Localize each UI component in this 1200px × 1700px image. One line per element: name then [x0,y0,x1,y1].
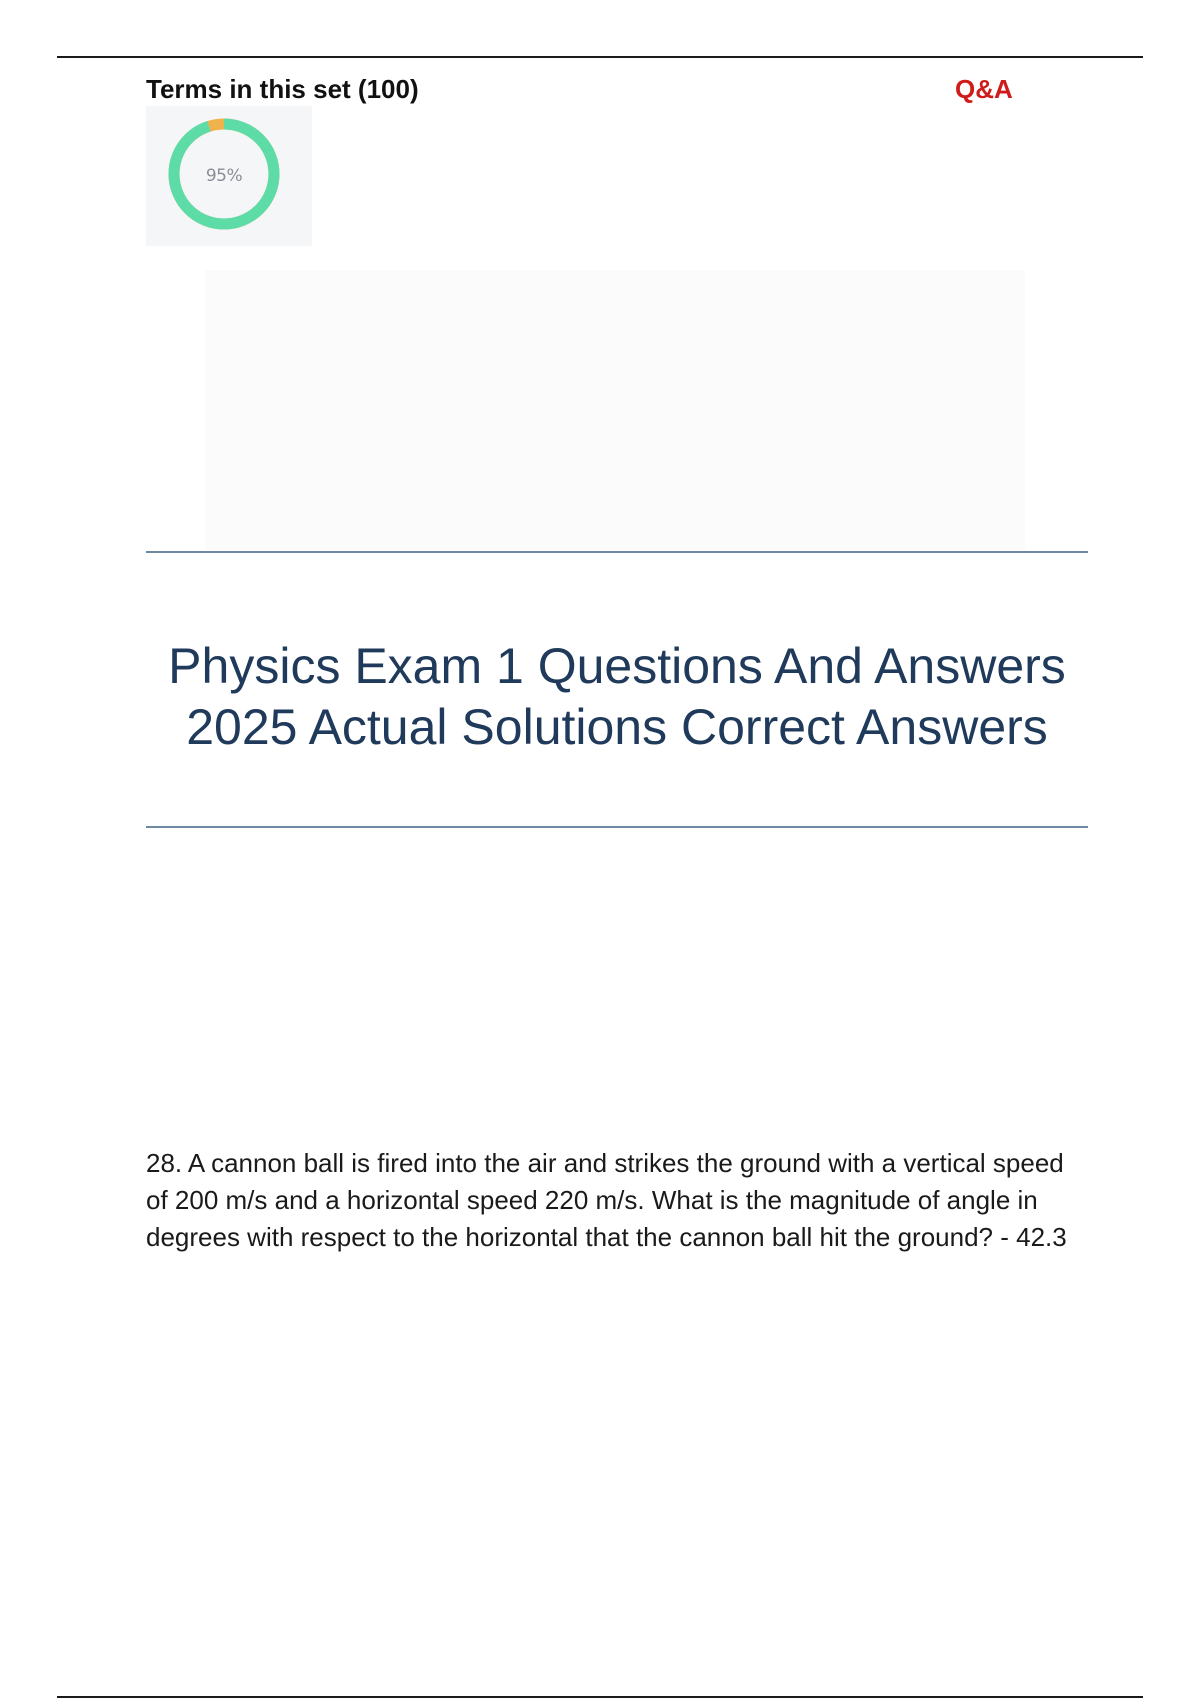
page-top-rule [57,56,1143,58]
document-title: Physics Exam 1 Questions And Answers 2025 Actual Solutions Correct Answers [168,638,1066,755]
terms-heading: Terms in this set (100) [146,74,419,104]
question-28-text: 28. A cannon ball is fired into the air and strikes the ground with a vertical speed of 200 m/s and a horizontal speed 220 m/s. What is the magnitude of angle in degrees with respect to the horizontal that the cannon ball hit the ground? - 42.3 [146,1148,1067,1252]
blank-content-area [205,270,1025,550]
progress-ring-panel [146,106,312,246]
title-bottom-rule [146,826,1088,828]
qa-badge: Q&A [955,74,1013,104]
progress-percent-label: 95% [205,166,243,186]
title-top-rule [146,551,1088,553]
page-bottom-rule [57,1696,1143,1698]
